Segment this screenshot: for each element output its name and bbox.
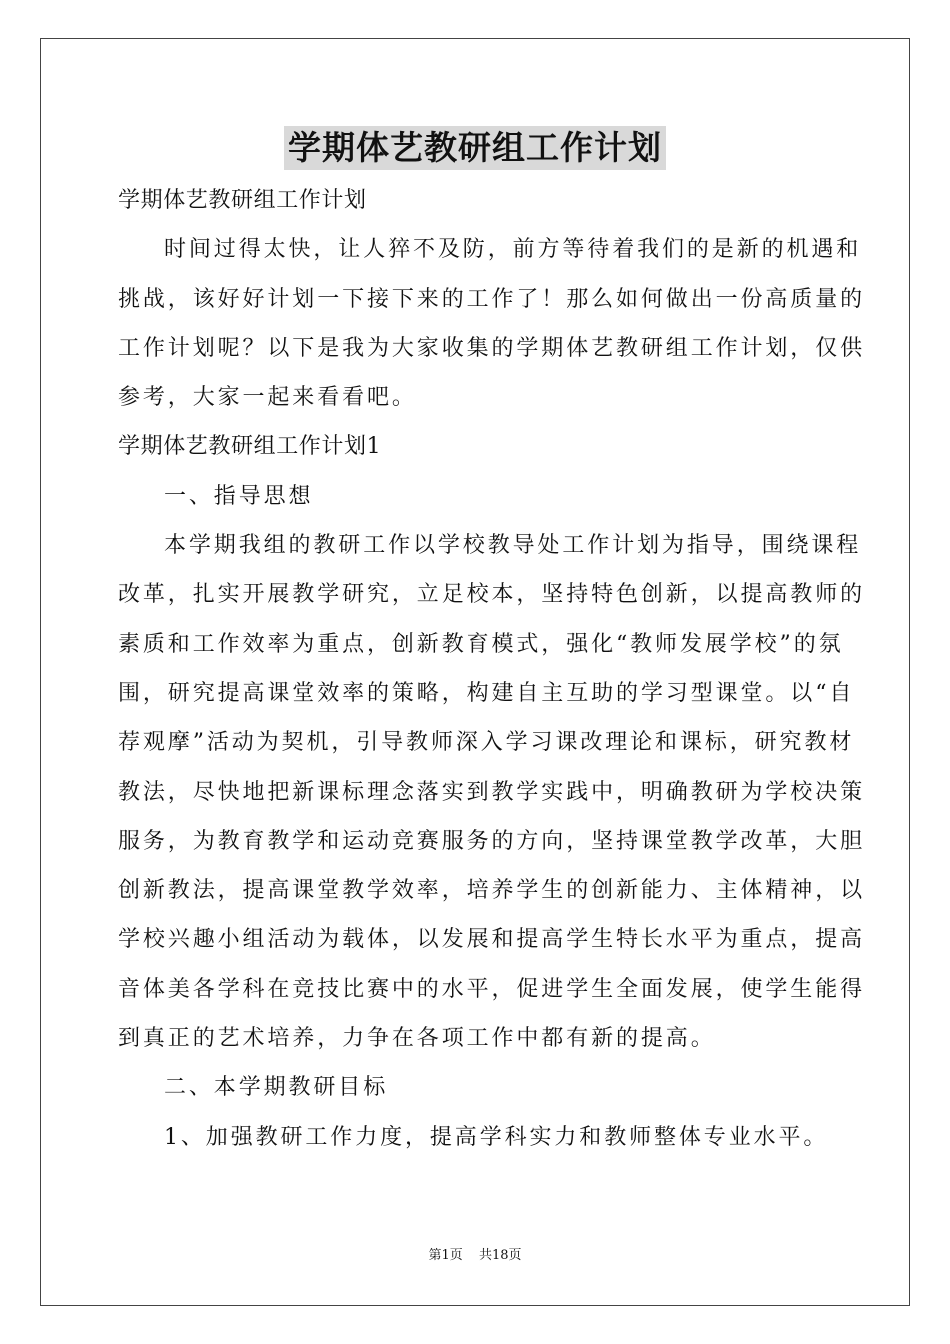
text-line: 参考，大家一起来看看吧。	[118, 385, 417, 411]
text-line: 1、加强教研工作力度，提高学科实力和教师整体专业水平。	[164, 1124, 829, 1150]
text-line: 素质和工作效率为重点，创新教育模式，强化“教师发展学校”的氛	[118, 631, 844, 657]
document-title: 学期体艺教研组工作计划	[284, 126, 666, 170]
document-body	[118, 176, 866, 1162]
text-line: 围，研究提高课堂效率的策略，构建自主互助的学习型课堂。以“自	[118, 680, 855, 706]
text-line: 二、本学期教研目标	[164, 1075, 389, 1101]
text-line: 时间过得太快，让人猝不及防，前方等待着我们的是新的机遇和	[164, 237, 862, 263]
text-line: 学校兴趣小组活动为载体，以发展和提高学生特长水平为重点，提高	[118, 927, 866, 953]
text-line: 学期体艺教研组工作计划	[118, 188, 367, 213]
text-line: 一、指导思想	[164, 483, 314, 509]
text-line: 挑战，该好好计划一下接下来的工作了！那么如何做出一份高质量的	[118, 286, 866, 312]
text-line: 音体美各学科在竞技比赛中的水平，促进学生全面发展，使学生能得	[118, 976, 866, 1002]
text-line: 服务，为教育教学和运动竞赛服务的方向，坚持课堂教学改革，大胆	[118, 828, 866, 854]
text-line: 工作计划呢？以下是我为大家收集的学期体艺教研组工作计划，仅供	[118, 335, 866, 361]
text-line: 教法，尽快地把新课标理念落实到教学实践中，明确教研为学校决策	[118, 779, 866, 805]
text-line: 荐观摩”活动为契机，引导教师深入学习课改理论和课标，研究教材	[118, 730, 855, 756]
text-line: 学期体艺教研组工作计划1	[118, 434, 382, 460]
title-area	[0, 126, 950, 170]
text-line: 创新教法，提高课堂教学效率，培养学生的创新能力、主体精神，以	[118, 878, 866, 904]
text-line: 到真正的艺术培养，力争在各项工作中都有新的提高。	[118, 1026, 716, 1052]
text-line: 本学期我组的教研工作以学校教导处工作计划为指导，围绕课程	[164, 533, 862, 559]
text-line: 改革，扎实开展教学研究，立足校本，坚持特色创新，以提高教师的	[118, 582, 866, 608]
page-footer	[0, 1246, 950, 1266]
page-total: 共18页	[478, 1248, 522, 1263]
page-number: 第1页	[428, 1248, 463, 1263]
